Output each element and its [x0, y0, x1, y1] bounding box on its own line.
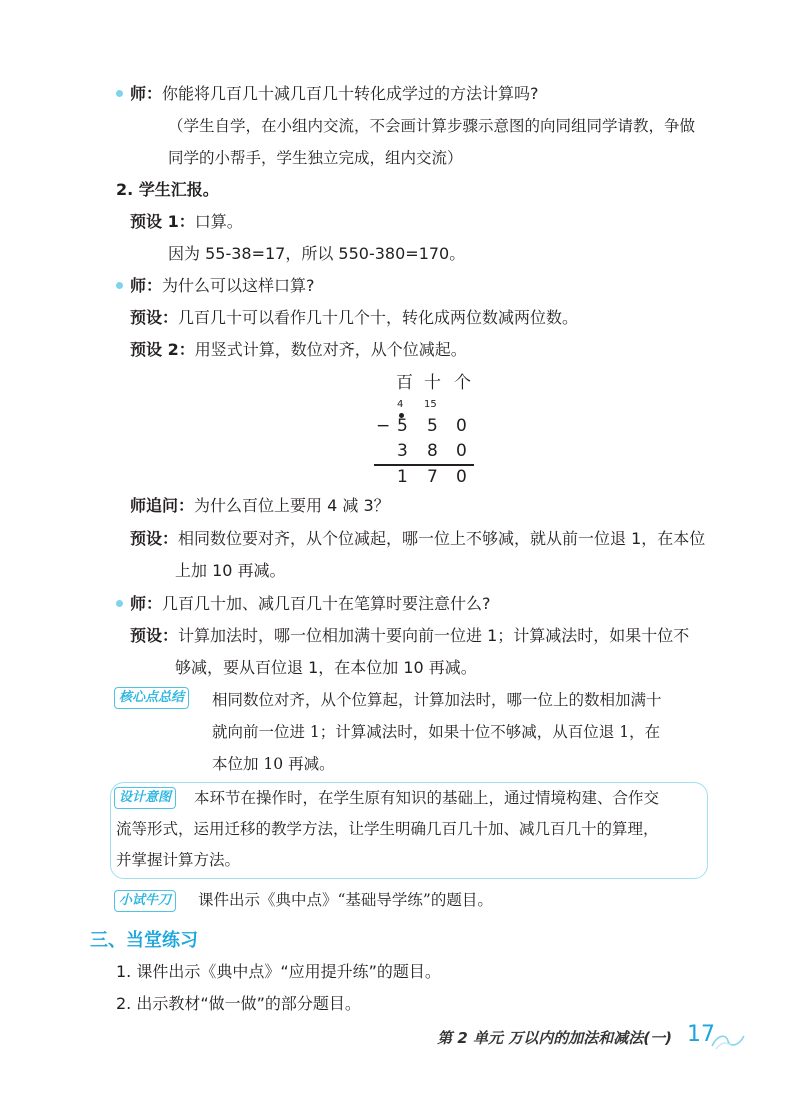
teacher-line-1 — [130, 82, 539, 106]
teacher-line-3 — [130, 592, 491, 616]
preset-line — [130, 624, 689, 648]
calc-divider — [374, 464, 474, 466]
line-text: 相同数位要对齐，从个位减起，哪一位上不够减，就从前一位退 1，在本位 — [178, 529, 706, 548]
bullet-dot-icon — [116, 600, 123, 607]
preset-label: 预设： — [130, 529, 179, 548]
step-heading: 2. 学生汇报。 — [116, 180, 219, 199]
summary-line-3: 本位加 10 再减。 — [212, 755, 335, 773]
preset-label: 预设 2： — [130, 340, 195, 359]
result-ones: 0 — [456, 467, 467, 487]
header-hundreds: 百 — [396, 373, 413, 393]
swirl-decoration-icon — [710, 1030, 746, 1052]
row1-hundreds: 5 — [397, 416, 408, 436]
borrow-hundreds: 4 — [397, 399, 404, 410]
result-hundreds: 1 — [397, 467, 408, 487]
practice-item-2: 2. 出示教材“做一做”的部分题目。 — [116, 994, 361, 1013]
result-tens: 7 — [427, 467, 438, 487]
design-line-3: 并掌握计算方法。 — [116, 851, 241, 869]
line-text: 为什么百位上要用 4 减 3？ — [194, 496, 390, 515]
teacher-line-2 — [130, 274, 315, 298]
row2-hundreds: 3 — [397, 441, 408, 461]
row2-ones: 0 — [456, 441, 467, 461]
note-line-1: （学生自学，在小组内交流，不会画计算步骤示意图的向同组同学请教，争做 — [168, 117, 696, 135]
preset-line — [130, 306, 578, 330]
note-line-2: 同学的小帮手，学生独立完成，组内交流） — [168, 149, 463, 167]
header-ones: 个 — [454, 373, 471, 393]
teacher-followup-line — [130, 494, 390, 518]
row1-ones: 0 — [456, 416, 467, 436]
trial-text: 课件出示《典中点》“基础导学练”的题目。 — [198, 891, 493, 909]
preset-2-line — [130, 338, 467, 362]
row1-tens: 5 — [427, 416, 438, 436]
speaker-label: 师： — [130, 594, 163, 613]
preset-label: 预设 1： — [130, 212, 195, 231]
bullet-dot-icon — [116, 282, 123, 289]
speaker-label: 师： — [130, 276, 163, 295]
line-text: 为什么可以这样口算? — [162, 276, 315, 295]
preset-line — [130, 527, 705, 551]
line-text: 用竖式计算，数位对齐，从个位减起。 — [194, 340, 467, 359]
preset-label: 预设： — [130, 308, 179, 327]
section-title: 三、当堂练习 — [90, 930, 198, 951]
line-text: 几百几十可以看作几十几个十，转化成两位数减两位数。 — [178, 308, 579, 327]
design-line-2: 流等形式，运用迁移的教学方法，让学生明确几百几十加、减几百几十的算理， — [116, 820, 659, 838]
summary-line-2: 就向前一位进 1；计算减法时，如果十位不够减，从百位退 1，在 — [212, 723, 661, 741]
design-line-1: 本环节在操作时，在学生原有知识的基础上，通过情境构建、合作交 — [194, 789, 660, 807]
borrow-tens: 15 — [424, 399, 437, 410]
line-text: 口算。 — [194, 212, 243, 231]
preset-line-cont: 够减，要从百位退 1，在本位加 10 再减。 — [175, 658, 477, 677]
preset-line-cont: 上加 10 再减。 — [175, 561, 286, 580]
mental-math-line: 因为 55-38=17，所以 550-380=170。 — [168, 244, 466, 263]
speaker-label: 师： — [130, 84, 163, 103]
line-text: 计算加法时，哪一位相加满十要向前一位进 1；计算减法时，如果十位不 — [178, 626, 690, 645]
row2-tens: 8 — [427, 441, 438, 461]
page-number: 17 — [687, 1022, 715, 1047]
preset-label: 预设： — [130, 626, 179, 645]
summary-line-1: 相同数位对齐，从个位算起，计算加法时，哪一位上的数相加满十 — [212, 691, 662, 709]
preset-1-line — [130, 210, 243, 234]
practice-item-1: 1. 课件出示《典中点》“应用提升练”的题目。 — [116, 962, 441, 981]
bullet-dot-icon — [116, 90, 123, 97]
line-text: 几百几十加、减几百几十在笔算时要注意什么? — [162, 594, 491, 613]
minus-sign: − — [376, 416, 391, 436]
design-intent-tag: 设计意图 — [114, 787, 176, 809]
speaker-label: 师追问： — [130, 496, 195, 515]
header-tens: 十 — [424, 373, 441, 393]
footer-unit-title: 第 2 单元 万以内的加法和减法(一) — [437, 1029, 672, 1047]
line-text: 你能将几百几十减几百几十转化成学过的方法计算吗? — [162, 84, 539, 103]
trial-tag: 小试牛刀 — [114, 890, 176, 912]
core-summary-tag: 核心点总结 — [114, 687, 189, 709]
